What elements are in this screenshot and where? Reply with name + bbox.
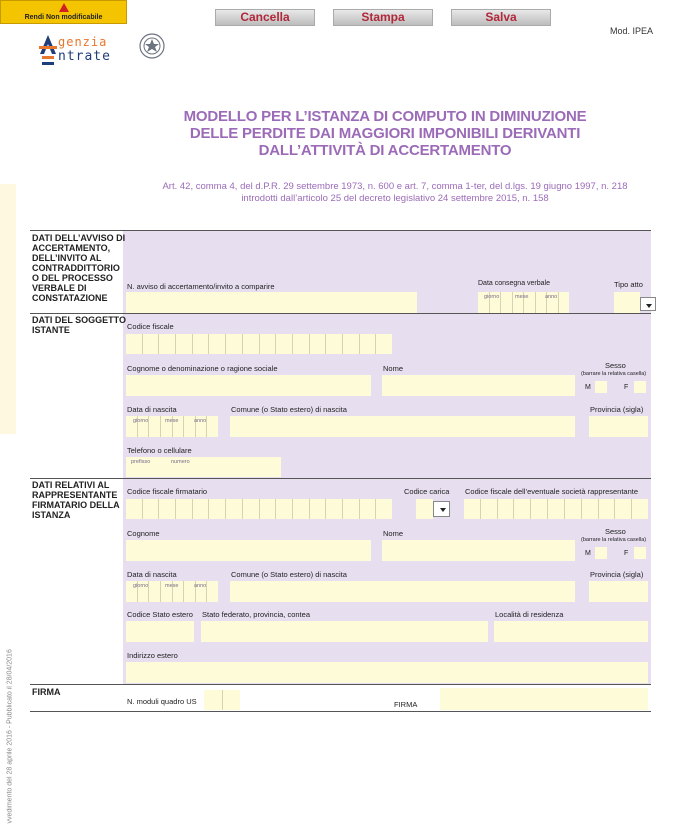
logo-text-entrate: ntrate — [58, 49, 111, 64]
title-line-2: DELLE PERDITE DAI MAGGIORI IMPONIBILI DERIVANTI — [189, 125, 581, 142]
hint-mese: mese — [165, 583, 179, 589]
lock-form-button[interactable] — [0, 0, 127, 24]
rapp-nome-input[interactable] — [382, 540, 575, 561]
codice-carica-field[interactable] — [416, 499, 433, 519]
label-telefono: Telefono o cellulare — [127, 446, 192, 455]
label-nome: Nome — [383, 364, 404, 373]
label-sesso: Sesso — [605, 527, 626, 536]
label-f: F — [624, 550, 629, 557]
label-data-nascita: Data di nascita — [127, 405, 177, 414]
sesso-hint: (barrare la relativa casella) — [581, 371, 647, 377]
sesso-f-checkbox[interactable] — [634, 381, 646, 393]
rapp-provincia-input[interactable] — [589, 581, 648, 602]
hint-numero: numero — [171, 459, 190, 465]
label-indirizzo: Indirizzo estero — [127, 651, 178, 660]
label-provincia: Provincia (sigla) — [590, 570, 644, 579]
hint-mese: mese — [165, 418, 179, 424]
codice-carica-dropdown[interactable] — [433, 501, 450, 517]
label-sesso: Sesso — [605, 361, 626, 370]
cf-firmatario-input[interactable] — [126, 499, 392, 519]
label-cf-firmatario: Codice fiscale firmatario — [127, 487, 208, 496]
hint-prefisso: prefisso — [131, 459, 151, 465]
print-button[interactable]: Stampa — [333, 9, 433, 26]
hint-giorno: giorno — [484, 294, 500, 300]
section-title-firma: FIRMA — [32, 687, 61, 697]
hint-mese: mese — [515, 294, 529, 300]
comune-input[interactable] — [230, 416, 575, 437]
label-n-avviso: N. avviso di accertamento/invito a comparire — [127, 282, 275, 291]
hint-anno: anno — [194, 418, 207, 424]
nome-input[interactable] — [382, 375, 575, 396]
label-codice-carica: Codice carica — [404, 487, 450, 496]
codice-fiscale-input[interactable] — [126, 334, 392, 354]
tipo-atto-dropdown[interactable] — [640, 297, 656, 311]
label-cf-societa: Codice fiscale dell’eventuale società rappresentante — [465, 487, 639, 496]
model-code: Mod. IPEA — [609, 26, 653, 36]
save-button[interactable]: Salva — [451, 9, 551, 26]
hint-anno: anno — [545, 294, 558, 300]
codice-stato-input[interactable] — [126, 621, 194, 642]
label-cognome: Cognome o denominazione o ragione sociale — [127, 364, 278, 373]
rapp-cognome-input[interactable] — [126, 540, 371, 561]
hint-anno: anno — [194, 583, 207, 589]
logo-text-agenzia: genzia — [58, 35, 108, 49]
sesso-m-checkbox[interactable] — [595, 381, 607, 393]
cancel-button[interactable]: Cancella — [215, 9, 315, 26]
label-codice-fiscale: Codice fiscale — [127, 322, 174, 331]
section-title-avviso: DATI DELL’AVVISO DI ACCERTAMENTO, DELL’INVITO AL CONTRADDITTORIO O DEL PROCESSO VERBALE DI CONSTATAZIONE — [32, 233, 126, 303]
label-codice-stato: Codice Stato estero — [127, 610, 193, 619]
label-m: M — [585, 550, 591, 557]
agenzia-entrate-logo — [36, 32, 166, 68]
rapp-sesso-m-checkbox[interactable] — [595, 547, 607, 559]
label-firma: FIRMA — [394, 700, 418, 709]
rapp-comune-input[interactable] — [230, 581, 575, 602]
provincia-input[interactable] — [589, 416, 648, 437]
section-divider — [30, 711, 651, 712]
label-data-consegna: Data consegna verbale — [478, 280, 550, 287]
cognome-input[interactable] — [126, 375, 371, 396]
legal-reference-line-2: introdotti dall’articolo 25 del decreto legislativo 24 settembre 2015, n. 158 — [241, 193, 549, 204]
label-f: F — [624, 384, 629, 391]
margin-stripe — [0, 184, 16, 434]
sesso-hint: (barrare la relativa casella) — [581, 537, 647, 543]
n-moduli-input[interactable] — [204, 690, 240, 710]
label-cognome: Cognome — [127, 529, 160, 538]
indirizzo-input[interactable] — [126, 662, 648, 683]
label-nome: Nome — [383, 529, 404, 538]
n-avviso-input[interactable] — [126, 292, 417, 313]
legal-reference — [150, 181, 640, 205]
tipo-atto-field[interactable] — [614, 292, 640, 313]
label-stato-federato: Stato federato, provincia, contea — [202, 610, 310, 619]
rapp-sesso-f-checkbox[interactable] — [634, 547, 646, 559]
section-title-rappresentante: DATI RELATIVI AL RAPPRESENTANTE FIRMATARIO DELLA ISTANZA — [32, 480, 120, 520]
label-comune: Comune (o Stato estero) di nascita — [231, 405, 347, 414]
label-data-nascita: Data di nascita — [127, 570, 177, 579]
section-divider — [30, 684, 651, 685]
warning-icon — [59, 3, 69, 12]
label-n-moduli: N. moduli quadro US — [127, 697, 197, 706]
hint-giorno: giorno — [133, 583, 149, 589]
localita-input[interactable] — [494, 621, 648, 642]
label-comune: Comune (o Stato estero) di nascita — [231, 570, 347, 579]
stato-federato-input[interactable] — [201, 621, 488, 642]
label-tipo-atto: Tipo atto — [614, 280, 643, 289]
publication-note: vvedimento del 28 aprile 2016 - Pubblicato il 28/04/2016 — [6, 649, 14, 824]
legal-reference-line-1: Art. 42, comma 4, del d.P.R. 29 settembre 1973, n. 600 e art. 7, comma 1-ter, del d.lgs. 19 giugno 1997, n. 218 — [162, 181, 628, 192]
cf-societa-input[interactable] — [464, 499, 648, 519]
label-m: M — [585, 384, 591, 391]
label-provincia: Provincia (sigla) — [590, 405, 644, 414]
hint-giorno: giorno — [133, 418, 149, 424]
title-line-3: DALL’ATTIVITÀ DI ACCERTAMENTO — [258, 142, 512, 159]
page-title — [120, 108, 650, 159]
firma-input[interactable] — [440, 688, 648, 710]
title-line-1: MODELLO PER L’ISTANZA DI COMPUTO IN DIMINUZIONE — [183, 108, 587, 125]
label-localita: Località di residenza — [495, 610, 564, 619]
section-title-soggetto: DATI DEL SOGGETTO ISTANTE — [32, 315, 127, 335]
lock-form-label: Rendi Non modificabile — [24, 14, 103, 21]
